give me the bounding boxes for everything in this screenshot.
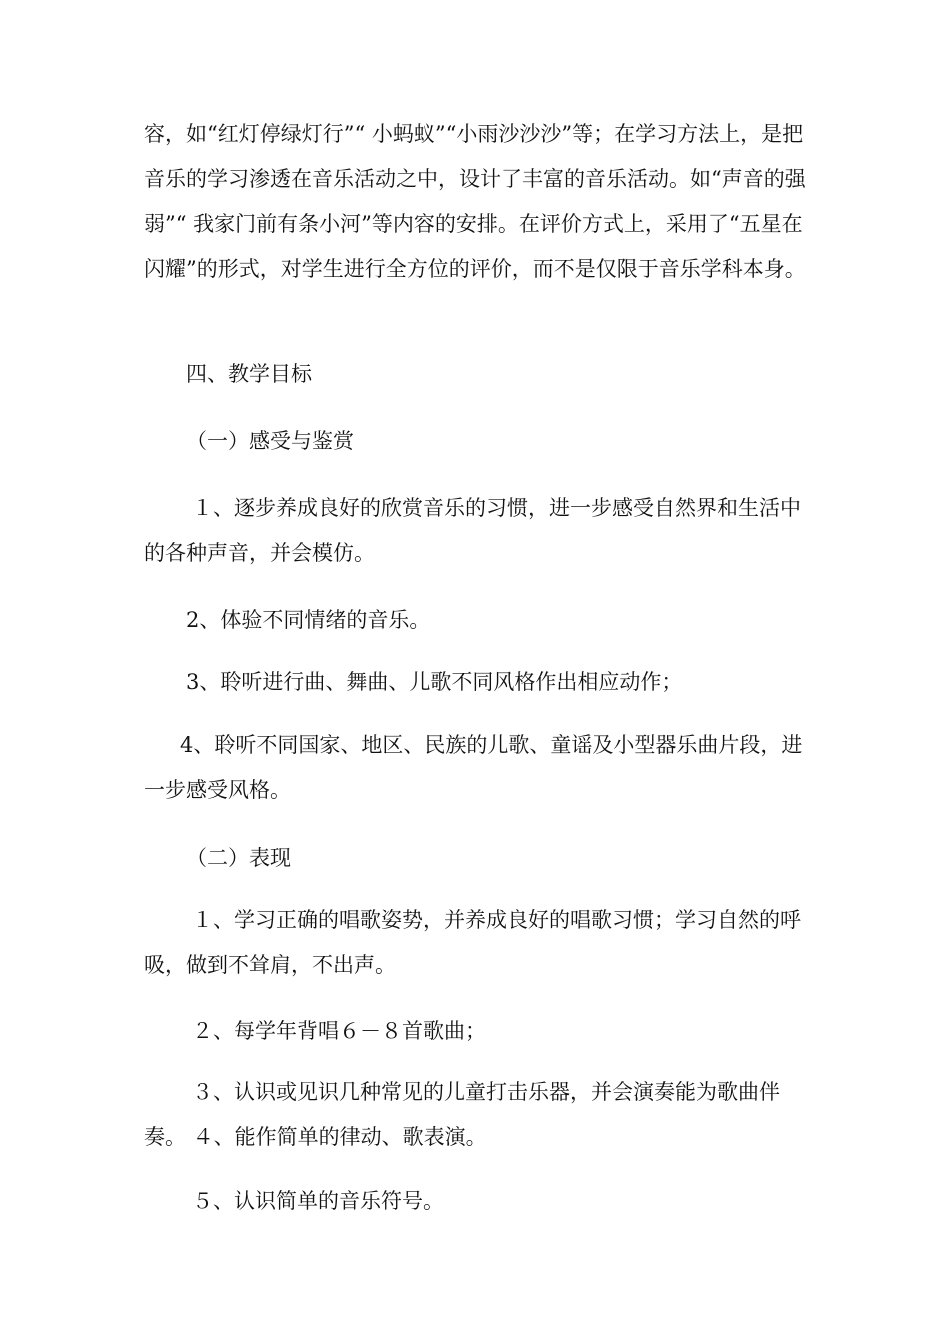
subheading-appreciation: （一）感受与鉴赏 (186, 429, 354, 453)
list-item-appreciation-2: 2、体验不同情绪的音乐。 (186, 608, 431, 632)
heading-teaching-goals: 四、教学目标 (186, 362, 312, 386)
list-item-appreciation-1: １、逐步养成良好的欣赏音乐的习惯，进一步感受自然界和生活中的各种声音，并会模仿。 (144, 496, 801, 565)
list-item-performance-3-4: ３、认识或见识几种常见的儿童打击乐器，并会演奏能为歌曲伴奏。 ４、能作简单的律动、歌表演。 (144, 1080, 780, 1149)
subheading-performance: （二）表现 (186, 846, 291, 870)
list-item-appreciation-3: 3、聆听进行曲、舞曲、儿歌不同风格作出相应动作； (186, 670, 683, 694)
list-item-appreciation-4: 4、聆听不同国家、地区、民族的儿歌、童谣及小型器乐曲片段，进一步感受风格。 (144, 733, 803, 802)
list-item-performance-2: ２、每学年背唱６－８首歌曲； (192, 1019, 486, 1043)
list-item-performance-5: ５、认识简单的音乐符号。 (192, 1189, 444, 1213)
list-item-performance-1: １、学习正确的唱歌姿势，并养成良好的唱歌习惯；学习自然的呼吸，做到不耸肩，不出声。 (144, 908, 801, 977)
paragraph-teaching-methods: 容，如“红灯停绿灯行”“ 小蚂蚁”“小雨沙沙沙”等；在学习方法上，是把音乐的学习渗透在音乐活动之中，设计了丰富的音乐活动。如“声音的强弱”“ 我家门前有条小河”等内容的安排。在评价方式上，采用了“五星在闪耀”的形式，对学生进行全方位的评价，而不是仅限于音乐学科本身。 (144, 122, 806, 281)
